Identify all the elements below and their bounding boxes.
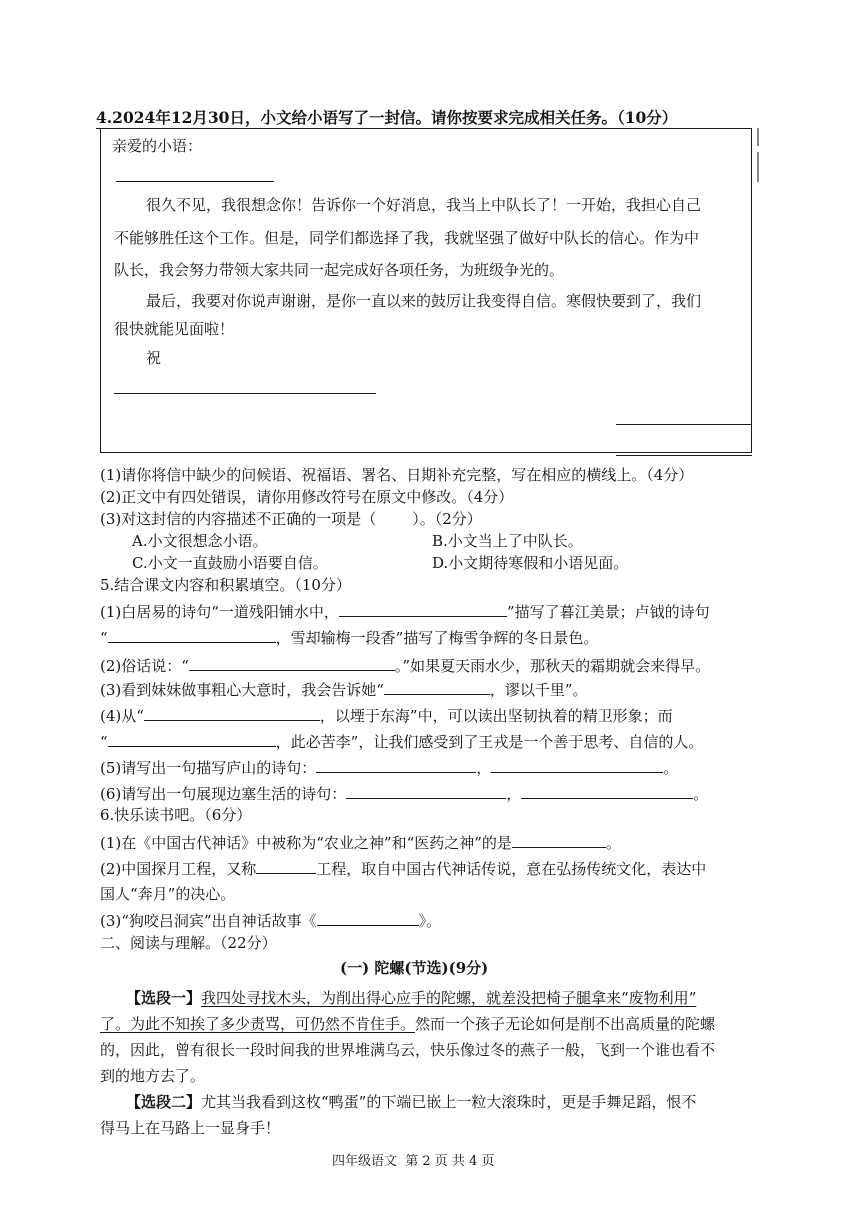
- q6-item-2-text: (2)中国探月工程，又称: [100, 860, 257, 878]
- comma: ，: [506, 785, 522, 803]
- fill-blank[interactable]: [512, 832, 606, 848]
- fill-blank[interactable]: [108, 627, 276, 643]
- excerpt-2-tag: 【选段二】: [126, 1093, 202, 1111]
- fill-blank[interactable]: [339, 601, 507, 617]
- period: 。: [693, 785, 709, 803]
- excerpt-1-tag: 【选段一】: [126, 989, 202, 1007]
- date-blank[interactable]: [616, 455, 752, 456]
- q6-item-2-text-end: 工程，取自中国古代神话传说，意在弘扬传统文化，表达中: [316, 860, 707, 878]
- q6-item-3-text-end: 》。: [418, 912, 442, 930]
- option-a[interactable]: A.小文很想念小语。: [132, 532, 268, 550]
- quote-open: “: [100, 733, 108, 751]
- page-footer: 四年级语文 第 2 页 共 4 页: [332, 1154, 495, 1169]
- excerpt-1-underlined-2: 了。为此不知挨了多少责骂，可仍然不肯住手。: [100, 1015, 416, 1033]
- letter-paragraph-2-line-2: 很快就能见面啦！: [114, 320, 235, 338]
- q6-item-3: [100, 910, 441, 931]
- q5-item-4: [100, 705, 673, 726]
- q5-item-1-cont: [100, 627, 598, 648]
- fill-blank[interactable]: [144, 705, 320, 721]
- excerpt-1-line-1: [126, 988, 696, 1008]
- q5-item-6-text: (6)请写出一句展现边塞生活的诗句：: [100, 785, 347, 803]
- scan-edge-mark: [757, 152, 759, 182]
- letter-paragraph-1-line-2: 不能够胜任这个工作。但是，同学们都选择了我，我就坚强了做好中队长的信心。作为中: [114, 229, 700, 247]
- q5-item-1: [100, 601, 710, 622]
- q5-item-2-text: (2)俗话说：“: [100, 657, 189, 675]
- fill-blank[interactable]: [491, 757, 663, 773]
- q6-item-1: [100, 832, 621, 853]
- excerpt-2-line-1: [126, 1092, 696, 1112]
- excerpt-1-line-4: 到的地方去了。: [100, 1067, 206, 1085]
- period: 。: [663, 759, 679, 777]
- letter-greeting: 亲爱的小语：: [112, 137, 203, 155]
- greeting-blank[interactable]: [116, 181, 274, 182]
- q5-item-4-cont: [100, 731, 703, 752]
- passage-title: (一) 陀螺(节选)(9分): [340, 959, 489, 977]
- period: 。: [605, 834, 621, 852]
- q5-item-1-cont-text: ，雪却输梅一段香”描写了梅雪争辉的冬日景色。: [275, 629, 599, 647]
- q5-item-4-text-end: ，以堙于东海”中，可以读出坚韧执着的精卫形象；而: [319, 707, 673, 725]
- q5-item-2: [100, 655, 710, 676]
- q5-item-3: [100, 679, 588, 700]
- fill-blank[interactable]: [521, 783, 693, 799]
- q6-item-3-text: (3)“狗咬吕洞宾”出自神话故事《: [100, 912, 317, 930]
- q6-item-1-text: (1)在《中国古代神话》中被称为“农业之神”和“医药之神”的是: [100, 834, 512, 852]
- q4-sub-3: [100, 509, 482, 529]
- fill-blank[interactable]: [108, 731, 276, 747]
- fill-blank[interactable]: [384, 679, 490, 695]
- excerpt-2-line-2: 得马上在马路上一显身手！: [100, 1119, 281, 1137]
- q6-item-2-cont: 国人“奔月”的决心。: [100, 885, 236, 903]
- q5-item-5-text: (5)请写出一句描写庐山的诗句：: [100, 759, 317, 777]
- q5-item-1-text-end: ”描写了暮江美景；卢钺的诗句: [506, 603, 710, 621]
- fill-blank[interactable]: [256, 858, 316, 874]
- scan-edge-mark: [757, 128, 759, 146]
- q4-sub-1: (1)请你将信中缺少的问候语、祝福语、署名、日期补充完整，写在相应的横线上。（4分）: [100, 466, 694, 484]
- q5-item-4-text: (4)从“: [100, 707, 144, 725]
- fill-blank[interactable]: [316, 757, 476, 773]
- wish-blank[interactable]: [114, 393, 376, 394]
- q4-title: 4.2024年12月30日，小文给小语写了一封信。请你按要求完成相关任务。（10分）: [96, 108, 678, 127]
- option-b[interactable]: B.小文当上了中队长。: [432, 532, 583, 550]
- q5-title: 5.结合课文内容和积累填空。（10分）: [100, 576, 351, 594]
- section-2-title: 二、阅读与理解。（22分）: [100, 934, 277, 952]
- letter-paragraph-1-line-1: 很久不见，我很想念你！告诉你一个好消息，我当上中队长了！一开始，我担心自己: [146, 196, 702, 214]
- q4-sub-3-text: (3)对这封信的内容描述不正确的一项是（: [100, 510, 377, 528]
- q6-title: 6.快乐读书吧。（6分）: [100, 806, 252, 824]
- q5-item-2-text-end: 。”如果夏天雨水少，那秋天的霜期就会来得早。: [394, 657, 711, 675]
- excerpt-1-line-2-rest: 然而一个孩子无论如何是削不出高质量的陀螺: [415, 1015, 716, 1033]
- option-d[interactable]: D.小文期待寒假和小语见面。: [432, 554, 629, 572]
- comma: ，: [476, 759, 492, 777]
- q5-item-6: [100, 783, 708, 804]
- q6-item-2: [100, 858, 706, 879]
- excerpt-1-underlined: 我四处寻找木头，为削出得心应手的陀螺，就差没把椅子腿拿来“废物利用”: [201, 989, 697, 1007]
- q4-sub-2: (2)正文中有四处错误，请你用修改符号在原文中修改。（4分）: [100, 488, 514, 506]
- excerpt-1-line-3: 的，因此，曾有很长一段时间我的世界堆满乌云，快乐像过冬的燕子一般，飞到一个谁也看不: [100, 1041, 716, 1059]
- excerpt-2-text: 尤其当我看到这枚“鸭蛋”的下端已嵌上一粒大滚珠时，更是手舞足蹈，恨不: [201, 1093, 697, 1111]
- q5-item-5: [100, 757, 678, 778]
- q5-item-1-text: (1)白居易的诗句“一道残阳铺水中，: [100, 603, 339, 621]
- fill-blank[interactable]: [346, 783, 506, 799]
- excerpt-1-line-2: [100, 1014, 715, 1034]
- letter-paragraph-2-line-1: 最后，我要对你说声谢谢，是你一直以来的鼓厉让我变得自信。寒假快要到了，我们: [146, 292, 702, 310]
- signature-blank[interactable]: [616, 424, 752, 425]
- fill-blank[interactable]: [189, 655, 395, 671]
- q4-sub-3-points: ）。（2分）: [412, 510, 482, 528]
- fill-blank[interactable]: [317, 910, 419, 926]
- option-c[interactable]: C.小文一直鼓励小语要自信。: [132, 554, 328, 572]
- q5-item-4-cont-text: ，此必苦李”，让我们感受到了王戎是一个善于思考、自信的人。: [275, 733, 704, 751]
- quote-open: “: [100, 629, 108, 647]
- letter-paragraph-1-line-3: 队长，我会努力带领大家共同一起完成好各项任务，为班级争光的。: [114, 261, 565, 279]
- q5-item-3-text: (3)看到妹妹做事粗心大意时，我会告诉她“: [100, 681, 384, 699]
- q5-item-3-text-end: ，谬以千里”。: [489, 681, 588, 699]
- letter-closing-wish: 祝: [146, 349, 162, 367]
